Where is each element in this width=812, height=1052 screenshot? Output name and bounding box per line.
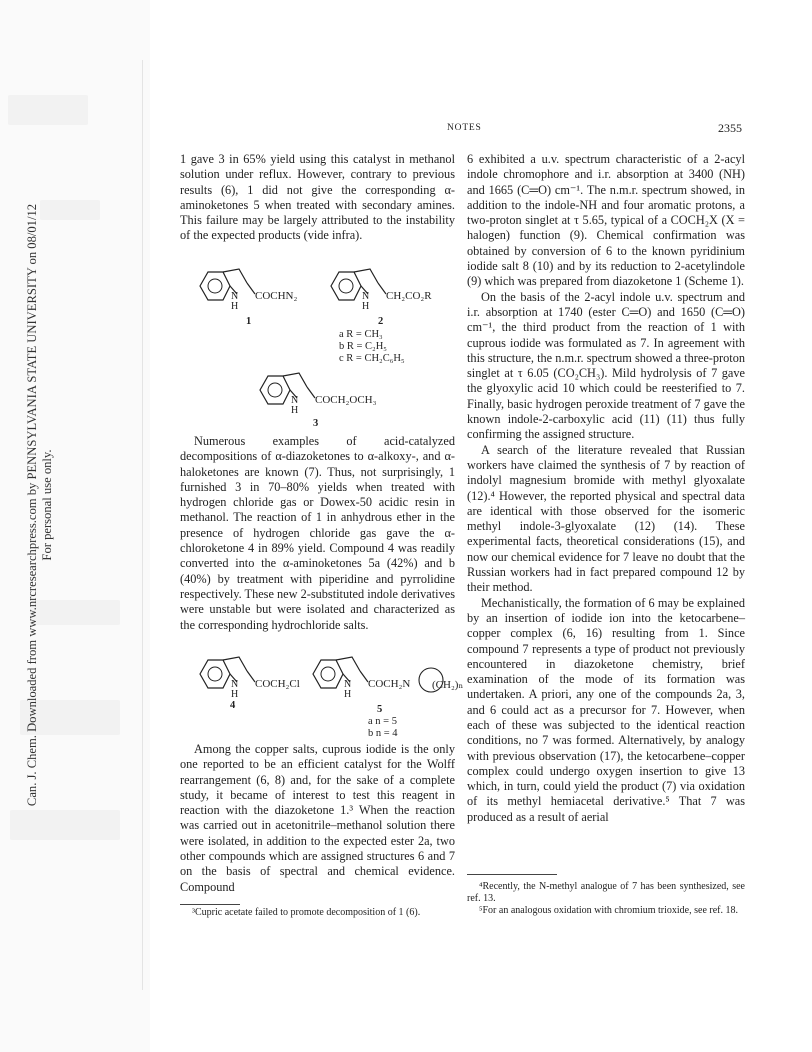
right-column-text: [467, 152, 745, 825]
substituent-label: COCH₂Cl: [255, 678, 300, 690]
paragraph: A search of the literature revealed that Russian workers have claimed the synthesis of 7 by reaction of indolyl magnesium bromide with methyl glyoxalate (12).⁴ However, the reported physical and spectral data are identical with those observed for the isomeric methyl indole-3-glyoxalate (12) (14). These experimental facts, theoretical considerations (15), and now our chemical evidence for 7 leave no doubt that the Russian workers had in fact prepared compound 12 by their method.: [467, 442, 745, 595]
compound-number: 3: [313, 418, 319, 429]
page-number: 2355: [718, 121, 742, 135]
binding-gutter: [142, 60, 143, 990]
variant-c: c R = CH₂C₆H₅: [339, 353, 405, 364]
structure-5: [308, 652, 468, 702]
variant-b: b n = 4: [368, 728, 398, 739]
footnote-text: ⁴Recently, the N-methyl analogue of 7 has been synthesized, see ref. 13.: [467, 881, 745, 904]
download-note: Can. J. Chem. Downloaded from www.nrcresearchpress.com by PENNSYLVANIA STATE UNIVERSITY on 08/01/12: [25, 203, 39, 807]
nh-label: N H: [344, 679, 352, 700]
footnote-text: ⁵For an analogous oxidation with chromium trioxide, see ref. 18.: [479, 905, 738, 916]
indole-ring-icon: [195, 652, 325, 702]
compound-number: 5: [377, 704, 383, 715]
indole-ring-icon: [195, 264, 315, 314]
nh-label: N H: [291, 395, 299, 416]
structure-4: [195, 652, 325, 702]
substituent-label: COCHN₂: [255, 290, 298, 302]
paragraph: On the basis of the 2-acyl indole u.v. spectrum and i.r. absorption at 1740 (ester C═O) and 1650 (C═O) cm⁻¹, the third product from the reaction of 1 with cuprous iodide was formulated as 7. In agreement with this structure, the n.m.r. spectrum showed a three-proton singlet at τ 6.05 (CO₂CH₃). Mild hydrolysis of 7 gave the glyoxylic acid 10 which could be reesterified to 7. Finally, basic hydrogen peroxide treatment of 7 gave the known indole-2-carboxylic acid (11) (11) thus fully confirming the assigned structure.: [467, 289, 745, 442]
structure-3: [255, 368, 405, 418]
substituent-label: COCH₂OCH₃: [315, 394, 377, 406]
nh-label: N H: [231, 291, 239, 312]
footnote-rule: [180, 904, 240, 905]
variant-a: a n = 5: [368, 716, 397, 727]
compound-number: 2: [378, 316, 384, 327]
structure-1: [195, 264, 315, 314]
personal-use-note: For personal use only.: [40, 449, 54, 561]
footnote-rule: [467, 874, 557, 875]
compound-number: 1: [246, 316, 252, 327]
indole-ring-icon: [255, 368, 405, 418]
footnote-3: [180, 907, 455, 919]
paragraph: Mechanistically, the formation of 6 may be explained by an insertion of iodide ion into the ketocarbene–copper complex (6, 16) resulting from 1. Since compound 7 represents a type of product not previously encountered in diazoketone chemistry, brief examination of the mode of its formation was undertaken. A priori, any one of the compounds 2a, 3, and 6 could act as a precursor for 7. However, when each of these was subjected to the identical reaction conditions, no 7 was formed. Alternatively, by analogy with previous observation (17), the ketocarbene–copper complex could undergo oxygen insertion to give 13 which, in turn, could yield the product (7) via oxidation of its methyl hemiacetal derivative.⁵ That 7 was produced as a result of aerial: [467, 595, 745, 824]
paragraph: 1 gave 3 in 65% yield using this catalyst in methanol solution under reflux. However, contrary to previous results (6), 1 did not give the corresponding α-aminoketones 5 when treated with secondary amines. This failure may be largely attributed to the instability of the expected products (vide infra).: [180, 152, 455, 243]
variant-b: b R = C₂H₅: [339, 341, 387, 352]
left-column-text-1: [180, 152, 455, 244]
running-header: NOTES: [447, 123, 482, 133]
variant-a: a R = CH₃: [339, 329, 383, 340]
left-column-text-2: [180, 434, 455, 633]
indole-ring-icon: [326, 264, 456, 314]
scan-margin: [0, 0, 150, 1052]
paragraph: Numerous examples of acid-catalyzed decompositions of α-diazoketones to α-alkoxy-, and α-haloketones are known (7). Thus, not surprisingly, 1 furnished 3 in 70–80% yields when treated with hydrogen chloride gas or Dowex-50 acidic resin in methanol. The reaction of 1 in anhydrous ether in the presence of hydrogen chloride gas gave the α-chloroketone 4 in 89% yield. Compound 4 was readily converted into the α-aminoketones 5a (42%) and b (40%) by treatment with piperidine and pyrrolidine respectively. These new 2-substituted indole derivatives were unstable but were isolated and characterized as the corresponding hydrochloride salts.: [180, 434, 455, 632]
nh-label: N H: [231, 679, 239, 700]
footnotes-right: [467, 881, 745, 917]
paragraph: Among the copper salts, cuprous iodide is the only one reported to be an efficient catalyst for the Wolff rearrangement (6, 8) and, for the sake of a complete study, it became of interest to test this reagent in reaction with the diazoketone 1.³ When the reaction was carried out in acetonitrile–methanol solution there were isolated, in addition to the expected ester 2a, two other compounds which are assigned structures 6 and 7 on the basis of spectral and chemical evidence. Compound: [180, 742, 455, 894]
nh-label: N H: [362, 291, 370, 312]
download-watermark: [25, 55, 55, 955]
compound-number: 4: [230, 700, 236, 711]
substituent-label: CH₂CO₂R: [386, 290, 432, 302]
structure-2: [326, 264, 456, 314]
footnote-text: ³Cupric acetate failed to promote decomposition of 1 (6).: [192, 907, 421, 918]
paragraph: 6 exhibited a u.v. spectrum characteristic of a 2-acyl indole chromophore and i.r. absorption at 3400 (NH) and 1665 (C═O) cm⁻¹. The n.m.r. spectrum showed, in addition to the indole-NH and four aromatic protons, a two-proton singlet at τ 5.65, typical of a COCH₂X (X = halogen) function (9). Chemical confirmation was obtained by conversion of 6 to the known pyridinium iodide salt 8 (10) and by its reduction to 2-acetylindole (9) which was prepared from diazoketone 1 (Scheme 1).: [467, 152, 745, 289]
left-column-text-3: [180, 742, 455, 895]
ring-label: (CH₂)ₙ: [432, 679, 464, 691]
substituent-label: COCH₂N: [368, 678, 411, 690]
indole-ring-icon: [308, 652, 468, 702]
